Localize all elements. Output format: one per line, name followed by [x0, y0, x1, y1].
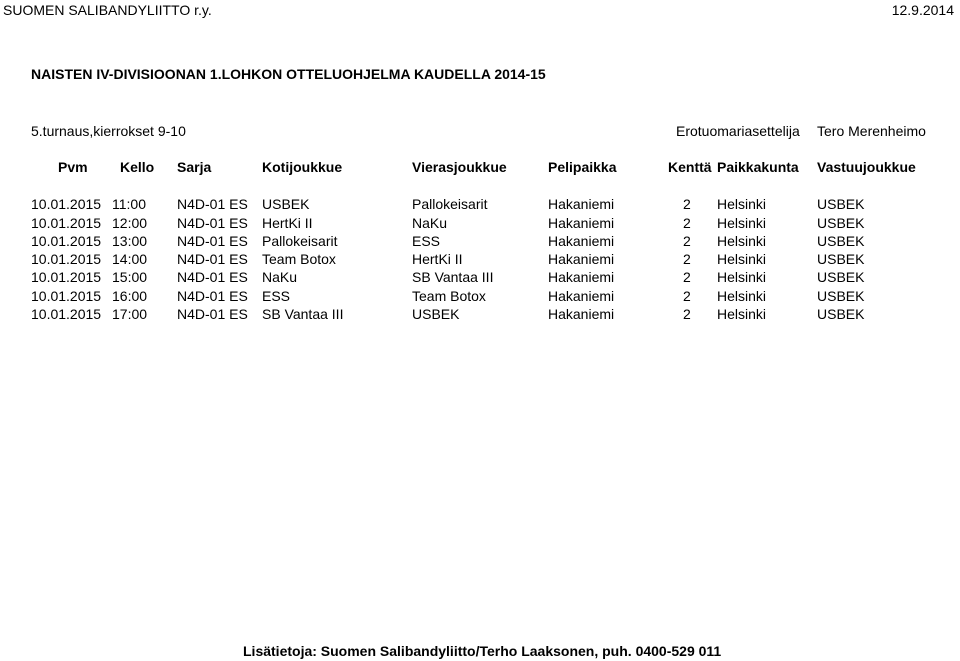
cell-venue: Hakaniemi	[548, 288, 615, 304]
cell-court: 2	[683, 251, 691, 267]
cell-away-team: ESS	[412, 233, 441, 249]
cell-time: 12:00	[112, 215, 148, 231]
cell-home-team: Team Botox	[262, 251, 336, 267]
cell-court: 2	[683, 196, 691, 212]
column-header-kentta: Kenttä	[668, 159, 712, 175]
cell-city: Helsinki	[717, 196, 767, 212]
referee-name: Tero Merenheimo	[817, 123, 926, 139]
cell-away-team: Pallokeisarit	[412, 196, 488, 212]
cell-court: 2	[683, 306, 691, 322]
cell-away-team: NaKu	[412, 215, 448, 231]
cell-series: N4D-01 ES	[177, 196, 248, 212]
cell-date: 10.01.2015	[31, 288, 102, 304]
cell-time: 14:00	[112, 251, 148, 267]
cell-time: 15:00	[112, 269, 148, 285]
column-header-sarja: Sarja	[177, 159, 212, 175]
cell-home-team: USBEK	[262, 196, 310, 212]
cell-series: N4D-01 ES	[177, 215, 248, 231]
document-date: 12.9.2014	[891, 2, 954, 18]
cell-court: 2	[683, 288, 691, 304]
cell-city: Helsinki	[717, 306, 767, 322]
column-header-pelipaikka: Pelipaikka	[548, 159, 617, 175]
cell-responsible-team: USBEK	[817, 233, 865, 249]
cell-date: 10.01.2015	[31, 269, 102, 285]
cell-away-team: Team Botox	[412, 288, 486, 304]
cell-home-team: SB Vantaa III	[262, 306, 344, 322]
cell-date: 10.01.2015	[31, 196, 102, 212]
contact-footer: Lisätietoja: Suomen Salibandyliitto/Terho Laaksonen, puh. 0400-529 011	[243, 643, 722, 659]
cell-date: 10.01.2015	[31, 251, 102, 267]
cell-series: N4D-01 ES	[177, 251, 248, 267]
cell-venue: Hakaniemi	[548, 251, 615, 267]
cell-time: 13:00	[112, 233, 148, 249]
column-header-kotijoukkue: Kotijoukkue	[262, 159, 343, 175]
cell-responsible-team: USBEK	[817, 306, 865, 322]
cell-date: 10.01.2015	[31, 233, 102, 249]
cell-city: Helsinki	[717, 251, 767, 267]
cell-away-team: USBEK	[412, 306, 460, 322]
column-header-pvm: Pvm	[58, 159, 88, 175]
column-header-vastuujoukkue: Vastuujoukkue	[817, 159, 916, 175]
cell-venue: Hakaniemi	[548, 196, 615, 212]
cell-responsible-team: USBEK	[817, 251, 865, 267]
referee-label: Erotuomariasettelija	[676, 123, 800, 139]
cell-court: 2	[683, 215, 691, 231]
cell-responsible-team: USBEK	[817, 196, 865, 212]
cell-time: 16:00	[112, 288, 148, 304]
cell-responsible-team: USBEK	[817, 269, 865, 285]
cell-date: 10.01.2015	[31, 306, 102, 322]
organization-name: SUOMEN SALIBANDYLIITTO r.y.	[3, 2, 212, 18]
cell-venue: Hakaniemi	[548, 233, 615, 249]
cell-series: N4D-01 ES	[177, 269, 248, 285]
cell-home-team: NaKu	[262, 269, 298, 285]
cell-city: Helsinki	[717, 269, 767, 285]
cell-home-team: ESS	[262, 288, 291, 304]
cell-home-team: Pallokeisarit	[262, 233, 338, 249]
cell-date: 10.01.2015	[31, 215, 102, 231]
cell-series: N4D-01 ES	[177, 306, 248, 322]
cell-away-team: HertKi II	[412, 251, 463, 267]
cell-away-team: SB Vantaa III	[412, 269, 494, 285]
cell-court: 2	[683, 269, 691, 285]
cell-court: 2	[683, 233, 691, 249]
column-header-vierasjoukkue: Vierasjoukkue	[412, 159, 507, 175]
cell-responsible-team: USBEK	[817, 288, 865, 304]
cell-series: N4D-01 ES	[177, 233, 248, 249]
cell-time: 11:00	[112, 196, 146, 212]
column-header-kello: Kello	[120, 159, 155, 175]
cell-city: Helsinki	[717, 288, 767, 304]
cell-city: Helsinki	[717, 215, 767, 231]
cell-responsible-team: USBEK	[817, 215, 865, 231]
page-title: NAISTEN IV-DIVISIOONAN 1.LOHKON OTTELUOHJELMA KAUDELLA 2014-15	[31, 66, 546, 82]
round-info: 5.turnaus,kierrokset 9-10	[31, 123, 186, 139]
cell-venue: Hakaniemi	[548, 269, 615, 285]
cell-time: 17:00	[112, 306, 148, 322]
column-header-paikkakunta: Paikkakunta	[717, 159, 799, 175]
cell-series: N4D-01 ES	[177, 288, 248, 304]
cell-venue: Hakaniemi	[548, 215, 615, 231]
cell-home-team: HertKi II	[262, 215, 313, 231]
cell-city: Helsinki	[717, 233, 767, 249]
cell-venue: Hakaniemi	[548, 306, 615, 322]
